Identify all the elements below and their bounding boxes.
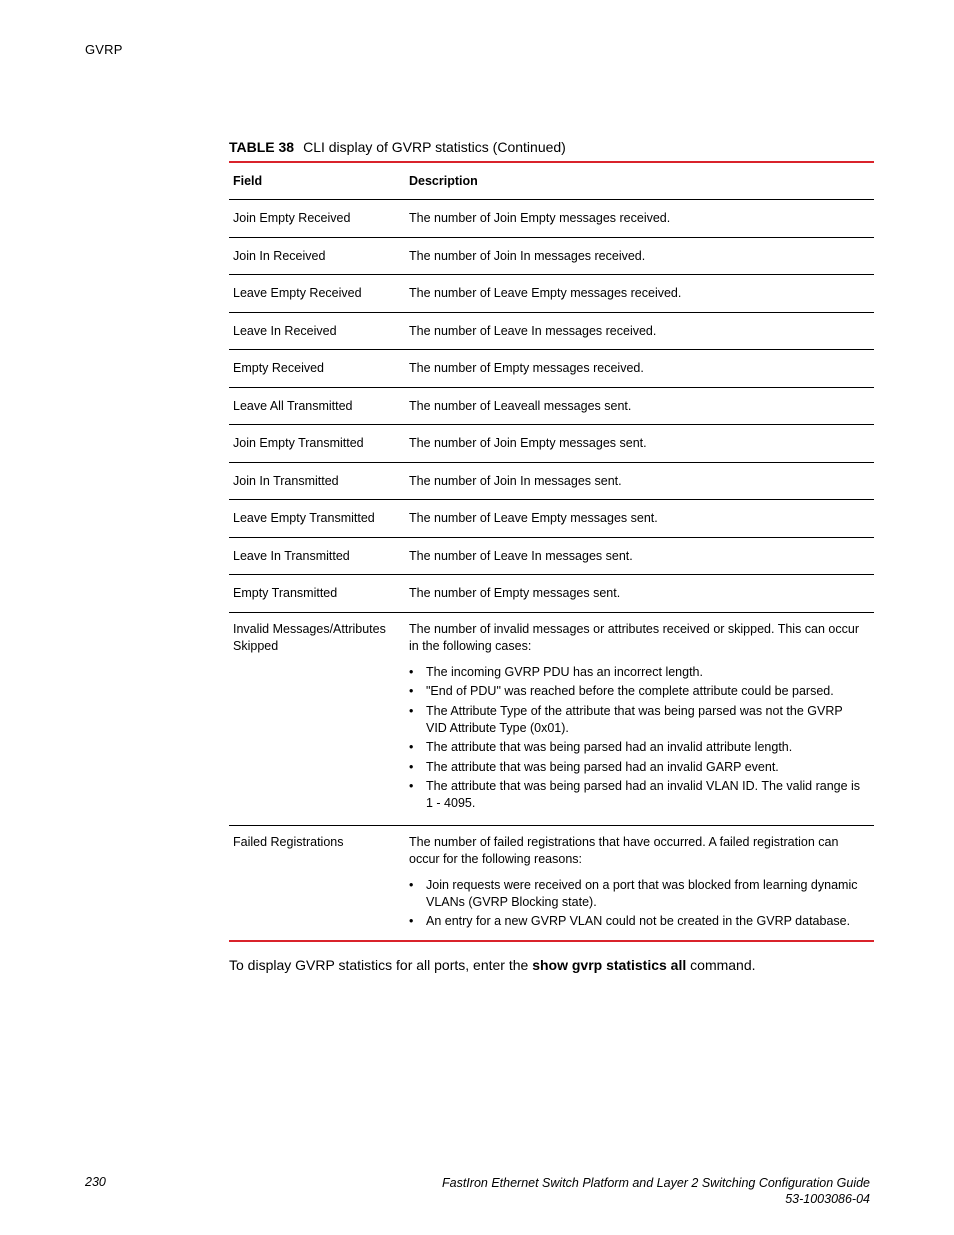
body-text-after: command. (686, 957, 756, 973)
list-item-text: The incoming GVRP PDU has an incorrect length. (426, 664, 703, 679)
list-item (409, 778, 866, 812)
bullet-icon: • (409, 684, 414, 698)
field-cell: Leave Empty Transmitted (233, 511, 375, 525)
description-cell: The number of Leaveall messages sent. (409, 398, 632, 413)
document-title: FastIron Ethernet Switch Platform and Layer 2 Switching Configuration Guide (442, 1176, 870, 1190)
table-row (229, 275, 874, 313)
bullet-icon: • (409, 877, 414, 892)
description-cell: The number of Empty messages sent. (409, 586, 621, 600)
gvrp-statistics-table (229, 163, 874, 943)
table-row-failed-registrations (229, 826, 874, 943)
description-cell (409, 826, 874, 943)
document-number: 53-1003086-04 (785, 1192, 870, 1206)
list-item (409, 739, 866, 756)
description-cell: The number of Leave Empty messages received. (409, 286, 682, 300)
list-item (409, 703, 866, 737)
field-cell: Join Empty Transmitted (233, 436, 364, 450)
table-row (229, 313, 874, 351)
field-cell: Empty Received (233, 361, 325, 375)
table-row (229, 500, 874, 538)
bullet-icon: • (409, 703, 414, 718)
field-cell: Join Empty Received (233, 211, 351, 225)
body-paragraph (229, 957, 756, 973)
table-row (229, 575, 874, 613)
bullet-list (409, 877, 866, 931)
description-text: The number of invalid messages or attributes received or skipped. This can occur in the following cases: (409, 621, 859, 653)
description-cell: The number of Leave Empty messages sent. (409, 511, 658, 525)
list-item-text: Join requests were received on a port that was blocked from learning dynamic VLANs (GVRP Blocking state). (426, 877, 858, 909)
field-cell: Empty Transmitted (233, 586, 338, 600)
list-item-text: The Attribute Type of the attribute that was being parsed was not the GVRP VID Attribute Type (0x01). (426, 703, 843, 735)
list-item (409, 877, 866, 911)
table-row (229, 238, 874, 276)
list-item (409, 664, 866, 681)
description-cell (409, 613, 874, 825)
field-cell: Leave In Received (233, 323, 337, 338)
list-item (409, 759, 866, 776)
field-cell: Failed Registrations (233, 834, 344, 849)
column-header-description: Description (409, 174, 478, 188)
table-bottom-rule (229, 940, 874, 942)
table-row (229, 200, 874, 238)
bullet-icon: • (409, 740, 414, 754)
bullet-icon: • (409, 664, 414, 679)
bullet-icon: • (409, 759, 414, 774)
list-item (409, 913, 866, 930)
table-row (229, 425, 874, 463)
table-caption-text: CLI display of GVRP statistics (Continued) (303, 139, 566, 155)
table-row (229, 388, 874, 426)
table-row (229, 538, 874, 576)
table-row (229, 463, 874, 501)
list-item-text: An entry for a new GVRP VLAN could not be created in the GVRP database. (426, 914, 851, 928)
table-number: TABLE 38 (229, 139, 295, 155)
field-cell: Leave All Transmitted (233, 398, 353, 413)
bullet-icon: • (409, 779, 414, 793)
list-item-text: "End of PDU" was reached before the complete attribute could be parsed. (426, 684, 834, 698)
body-text-before: To display GVRP statistics for all ports, enter the (229, 957, 533, 973)
column-header-field: Field (233, 174, 263, 188)
field-cell: Invalid Messages/Attributes Skipped (233, 621, 386, 653)
field-cell: Join In Transmitted (233, 473, 339, 488)
table-caption (229, 139, 566, 155)
description-cell: The number of Empty messages received. (409, 361, 644, 375)
list-item-text: The attribute that was being parsed had an invalid GARP event. (426, 759, 779, 774)
section-header: GVRP (85, 42, 123, 57)
table-header-row (229, 163, 874, 200)
table-row (229, 350, 874, 388)
list-item-text: The attribute that was being parsed had an invalid VLAN ID. The valid range is 1 - 4095. (426, 779, 861, 810)
command-text: show gvrp statistics all (532, 957, 687, 973)
description-cell: The number of Join In messages received. (409, 248, 646, 263)
bullet-list (409, 664, 866, 813)
description-text: The number of failed registrations that have occurred. A failed registration can occur for the following reasons: (409, 834, 839, 866)
field-cell: Leave Empty Received (233, 286, 362, 300)
description-cell: The number of Leave In messages received. (409, 323, 657, 338)
page-number: 230 (85, 1175, 106, 1189)
field-cell: Leave In Transmitted (233, 548, 350, 563)
description-cell: The number of Join In messages sent. (409, 473, 622, 488)
table-row-invalid-messages (229, 613, 874, 826)
bullet-icon: • (409, 914, 414, 928)
description-cell: The number of Leave In messages sent. (409, 548, 633, 563)
field-cell: Join In Received (233, 248, 326, 263)
description-cell: The number of Join Empty messages sent. (409, 436, 647, 450)
list-item-text: The attribute that was being parsed had an invalid attribute length. (426, 740, 793, 754)
list-item (409, 683, 866, 700)
footer-doc-info (442, 1175, 870, 1207)
description-cell: The number of Join Empty messages received. (409, 211, 671, 225)
